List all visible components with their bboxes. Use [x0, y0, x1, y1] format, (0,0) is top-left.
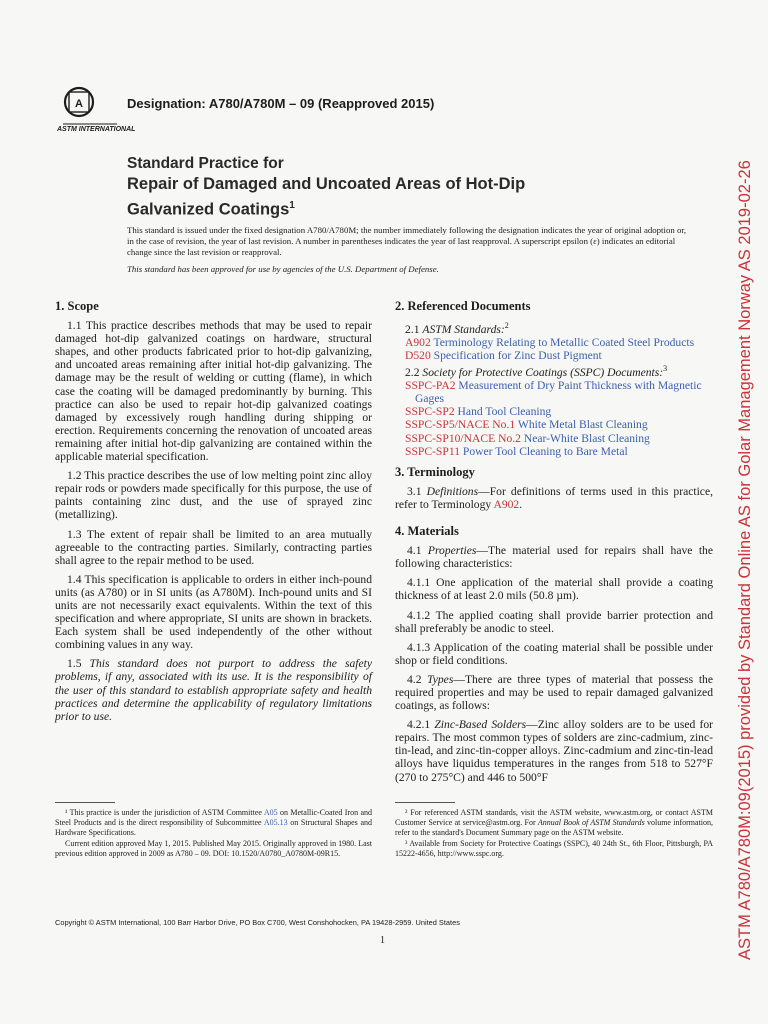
page-number: 1 — [380, 935, 385, 946]
ref-code-link[interactable]: SSPC-PA2 — [405, 379, 456, 393]
ref-title: White Metal Blast Cleaning — [517, 418, 648, 432]
footnote-1: ¹ This practice is under the jurisdiction of ASTM Committee A05 on Metallic-Coated Iron and Steel Products and is the direct responsibility of Subcommittee A05.13 on Structural Shapes and Hardware Specifications. — [55, 808, 372, 837]
astm-standards-label: 2.1 ASTM Standards:$^2$ — [405, 321, 509, 336]
left-column — [55, 300, 372, 729]
right-column — [395, 300, 713, 790]
referenced-heading: 2. Referenced Documents — [395, 299, 531, 313]
designation: Designation: A780/A780M – 09 (Reapproved 2015) — [127, 96, 435, 111]
ref-title: Hand Tool Cleaning — [457, 405, 552, 419]
terminology-3-1: 3.1 Definitions—For definitions of terms used in this practice, refer to Terminology A902. — [395, 484, 713, 511]
title-line-2: Repair of Damaged and Uncoated Areas of Hot-Dip — [127, 175, 526, 193]
a05-13-link[interactable]: A05.13 — [263, 817, 288, 827]
ref-item — [395, 405, 713, 418]
ref-item — [395, 349, 713, 362]
svg-text:A: A — [75, 98, 83, 110]
footnotes-left — [55, 808, 372, 861]
ref-code-link[interactable]: D520 — [405, 349, 431, 363]
ref-item — [395, 432, 713, 445]
scope-1-2: 1.2 This practice describes the use of low melting point zinc alloy repair rods or powders made specifically for this purpose, the use of paints containing zinc dust, and the use of sprayed zinc (metallizing). — [55, 469, 373, 522]
scope-1-5: 1.5 This standard does not purport to address the safety problems, if any, associated with its use. It is the responsibility of the user of this standard to establish appropriate safety and health practices and determine the applicability of regulatory limitations prior to use. — [55, 657, 372, 723]
footnote-2: ² For referenced ASTM standards, visit the ASTM website, www.astm.org, or contact ASTM Customer Service at service@astm.org. For Annual Book of ASTM Standards volume information, refer to the standard's Document Summary page on the ASTM website. — [395, 808, 714, 837]
logo-wordmark: ASTM INTERNATIONAL — [57, 126, 136, 133]
materials-4-1-1: 4.1.1 One application of the material shall provide a coating thickness of at least 2.0 mils (50.8 µm). — [395, 576, 713, 603]
terminology-a902-link[interactable]: A902 — [493, 497, 520, 511]
title-line-3: Galvanized Coatings$^1$ — [127, 200, 295, 219]
footnote-rule-right — [395, 802, 455, 803]
a05-link[interactable]: A05 — [263, 808, 278, 817]
footnote-rule-left — [55, 802, 115, 803]
ref-code-link[interactable]: A902 — [405, 336, 431, 350]
scope-1-3: 1.3 The extent of repair shall be limited to an area mutually agreeable to the contracting parties. Similarly, contracting parties shall agree to the repair method to be used. — [55, 527, 372, 567]
sspc-standards-label: 2.2 Society for Protective Coatings (SSPC) Documents:$^3$ — [405, 364, 668, 380]
ref-title: Near-White Blast Cleaning — [523, 431, 650, 445]
ref-item — [395, 418, 713, 431]
materials-4-1-3: 4.1.3 Application of the coating material shall be possible under shop or field conditions. — [395, 640, 713, 667]
license-watermark: ASTM A780/A780M:09(2015) provided by Standard Online AS for Golar Management Norway AS 2019-02-26 — [736, 160, 754, 960]
terminology-heading: 3. Terminology — [395, 464, 475, 479]
ref-title: Specification for Zinc Dust Pigment — [433, 349, 602, 363]
title-line-1: Standard Practice for — [127, 155, 284, 172]
materials-4-2-1: 4.2.1 Zinc-Based Solders—Zinc alloy solders are to be used for repairs. The most common types of solders are zinc-cadmium, zinc-tin-lead, and zinc-tin-copper alloys. Zinc-cadmium and zinc-tin-lead alloys have liquidus temperatures in the ranges from 518 to 527°F (270 to 275°C) and 446 to 500°F — [395, 718, 713, 784]
ref-item — [395, 379, 713, 405]
ref-item — [395, 445, 713, 458]
materials-4-1-2: 4.1.2 The applied coating shall provide barrier protection and shall preferably be anodic to steel. — [395, 608, 713, 635]
intro-dod-note: This standard has been approved for use by agencies of the U.S. Department of Defense. — [127, 264, 439, 274]
intro-designation-note: This standard is issued under the fixed designation A780/A780M; the number immediately following the designation indicates the year of original adoption or, in the case of revision, the year of last revision. A number in parentheses indicates the year of last reapproval. A superscript epsilon (ε) indicates an editorial change since the last revision or reapproval. — [127, 225, 687, 257]
ref-code-link[interactable]: SSPC-SP10/NACE No.2 — [405, 431, 521, 445]
materials-4-1: 4.1 Properties—The material used for repairs shall have the following characteristics: — [395, 544, 713, 571]
ref-title: Power Tool Cleaning to Bare Metal — [462, 444, 628, 458]
title-footnote-mark: 1 — [289, 200, 295, 211]
scope-1-4: 1.4 This specification is applicable to orders in either inch-pound units (as A780) or in SI units (as A780M). Inch-pound units and SI units are not necessarily exact equivalents. Within the text of this specification and where appropriate, SI units are shown in brackets. Each system shall be used independently of the other without combining values in any way. — [55, 572, 372, 652]
materials-4-2: 4.2 Types—There are three types of material that possess the required properties and may be used to repair damaged galvanized coatings, as follows: — [395, 672, 713, 713]
sspc-ref-list — [395, 379, 713, 458]
footnote-3: ³ Available from Society for Protective Coatings (SSPC), 40 24th St., 6th Floor, Pittsburgh, PA 15222-4656, http://www.sspc.org. — [395, 839, 713, 859]
scope-heading: 1. Scope — [55, 299, 99, 313]
scope-1-1: 1.1 This practice describes methods that may be used to repair damaged hot-dip galvanized coatings on hardware, structural shapes, and other products fabricated prior to hot-dip galvanizing, and uncoated areas remaining after initial hot-dip galvanizing. The damage may be the result of welding or cutting (flame), in which case the coating will be damaged predominantly by burning. This practice can also be used to repair hot-dip galvanized coatings damaged by excessively rough handling during shipping or erection. Requirements concerning the renovation of uncoated areas remaining after initial hot-dip galvanizing are contained within the applicable material specification. — [55, 319, 372, 464]
ref-code-link[interactable]: SSPC-SP5/NACE No.1 — [405, 418, 516, 432]
astm-ref-list — [395, 336, 713, 362]
intro — [127, 225, 687, 281]
footnote-1-edition: Current edition approved May 1, 2015. Published May 2015. Originally approved in 1980. Last previous edition approved in 2009 as A780 – 09. DOI: 10.1520/A0780_A0780M-09R15. — [55, 839, 372, 859]
ref-title: Terminology Relating to Metallic Coated Steel Products — [433, 336, 695, 350]
astm-logo — [57, 80, 136, 138]
ref-item — [395, 336, 713, 349]
materials-heading: 4. Materials — [395, 524, 459, 539]
ref-code-link[interactable]: SSPC-SP2 — [405, 405, 455, 419]
copyright: Copyright © ASTM International, 100 Barr Harbor Drive, PO Box C700, West Conshohocken, PA 19428-2959. United States — [55, 918, 460, 927]
title-block — [127, 154, 525, 221]
ref-code-link[interactable]: SSPC-SP11 — [405, 444, 460, 458]
footnotes-right — [395, 808, 713, 861]
ref-title: Measurement of Dry Paint Thickness with Magnetic Gages — [415, 379, 702, 406]
